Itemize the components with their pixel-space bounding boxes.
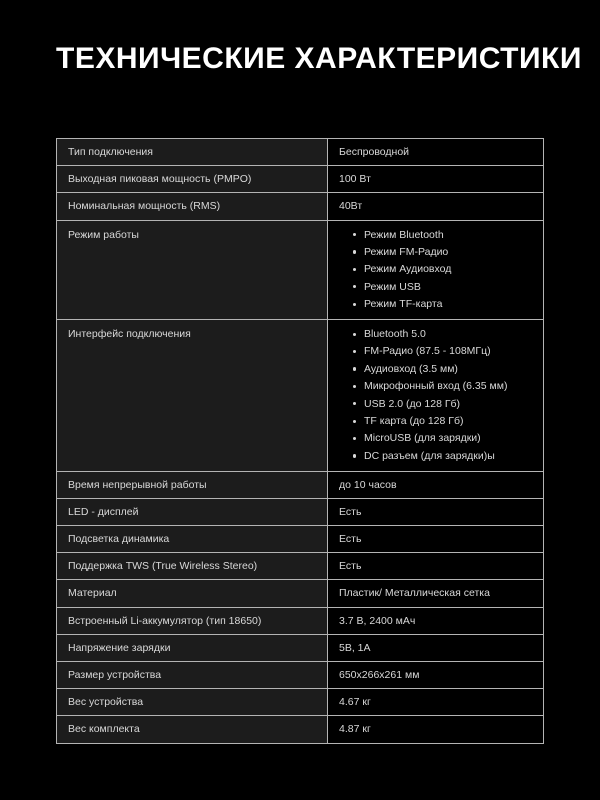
table-row [57,526,544,553]
list-item: Режим Bluetooth [353,228,533,243]
spec-parameter-cell: LED - дисплей [57,498,328,525]
spec-parameter-cell: Номинальная мощность (RMS) [57,193,328,220]
spec-parameter-cell: Материал [57,580,328,607]
list-item: TF карта (до 128 Гб) [353,414,533,429]
table-row [57,634,544,661]
table-row [57,553,544,580]
table-row [57,320,544,472]
table-row [57,471,544,498]
list-item: Режим Аудиовход [353,262,533,277]
table-row [57,139,544,166]
list-item: USB 2.0 (до 128 Гб) [353,397,533,412]
table-row [57,662,544,689]
spec-parameter-cell: Вес комплекта [57,716,328,743]
spec-value-cell: 4.87 кг [328,716,544,743]
spec-parameter-cell: Вес устройства [57,689,328,716]
spec-value-cell: Пластик/ Металлическая сетка [328,580,544,607]
page-title: ТЕХНИЧЕСКИЕ ХАРАКТЕРИСТИКИ [56,42,582,75]
spec-value-bullet-list [339,327,533,464]
specifications-table [56,138,544,744]
spec-value-cell: 650х266х261 мм [328,662,544,689]
spec-value-cell: 3.7 В, 2400 мАч [328,607,544,634]
spec-parameter-cell: Встроенный Li-аккумулятор (тип 18650) [57,607,328,634]
spec-value-cell: 5В, 1А [328,634,544,661]
table-row [57,716,544,743]
table-row [57,607,544,634]
list-item: Режим FM-Радио [353,245,533,260]
list-item: DC разъем (для зарядки)ы [353,449,533,464]
table-row [57,220,544,320]
spec-value-cell: Есть [328,526,544,553]
list-item: Bluetooth 5.0 [353,327,533,342]
spec-value-cell [328,320,544,472]
spec-parameter-cell: Время непрерывной работы [57,471,328,498]
spec-parameter-cell: Напряжение зарядки [57,634,328,661]
list-item: MicroUSB (для зарядки) [353,431,533,446]
spec-value-cell: Беспроводной [328,139,544,166]
spec-parameter-cell: Интерфейс подключения [57,320,328,472]
table-row [57,498,544,525]
spec-value-cell: до 10 часов [328,471,544,498]
spec-parameter-cell: Тип подключения [57,139,328,166]
spec-parameter-cell: Выходная пиковая мощность (PMPO) [57,166,328,193]
table-row [57,193,544,220]
spec-parameter-cell: Размер устройства [57,662,328,689]
spec-value-bullet-list [339,228,533,313]
spec-value-cell: 4.67 кг [328,689,544,716]
list-item: Режим TF-карта [353,297,533,312]
list-item: Аудиовход (3.5 мм) [353,362,533,377]
spec-value-cell: Есть [328,498,544,525]
list-item: Микрофонный вход (6.35 мм) [353,379,533,394]
spec-value-cell: 40Вт [328,193,544,220]
list-item: FM-Радио (87.5 - 108МГц) [353,344,533,359]
spec-value-cell: Есть [328,553,544,580]
table-row [57,689,544,716]
specifications-table-body [57,139,544,744]
table-row [57,166,544,193]
spec-value-cell [328,220,544,320]
table-row [57,580,544,607]
spec-value-cell: 100 Вт [328,166,544,193]
list-item: Режим USB [353,280,533,295]
spec-parameter-cell: Режим работы [57,220,328,320]
spec-parameter-cell: Поддержка TWS (True Wireless Stereo) [57,553,328,580]
spec-parameter-cell: Подсветка динамика [57,526,328,553]
